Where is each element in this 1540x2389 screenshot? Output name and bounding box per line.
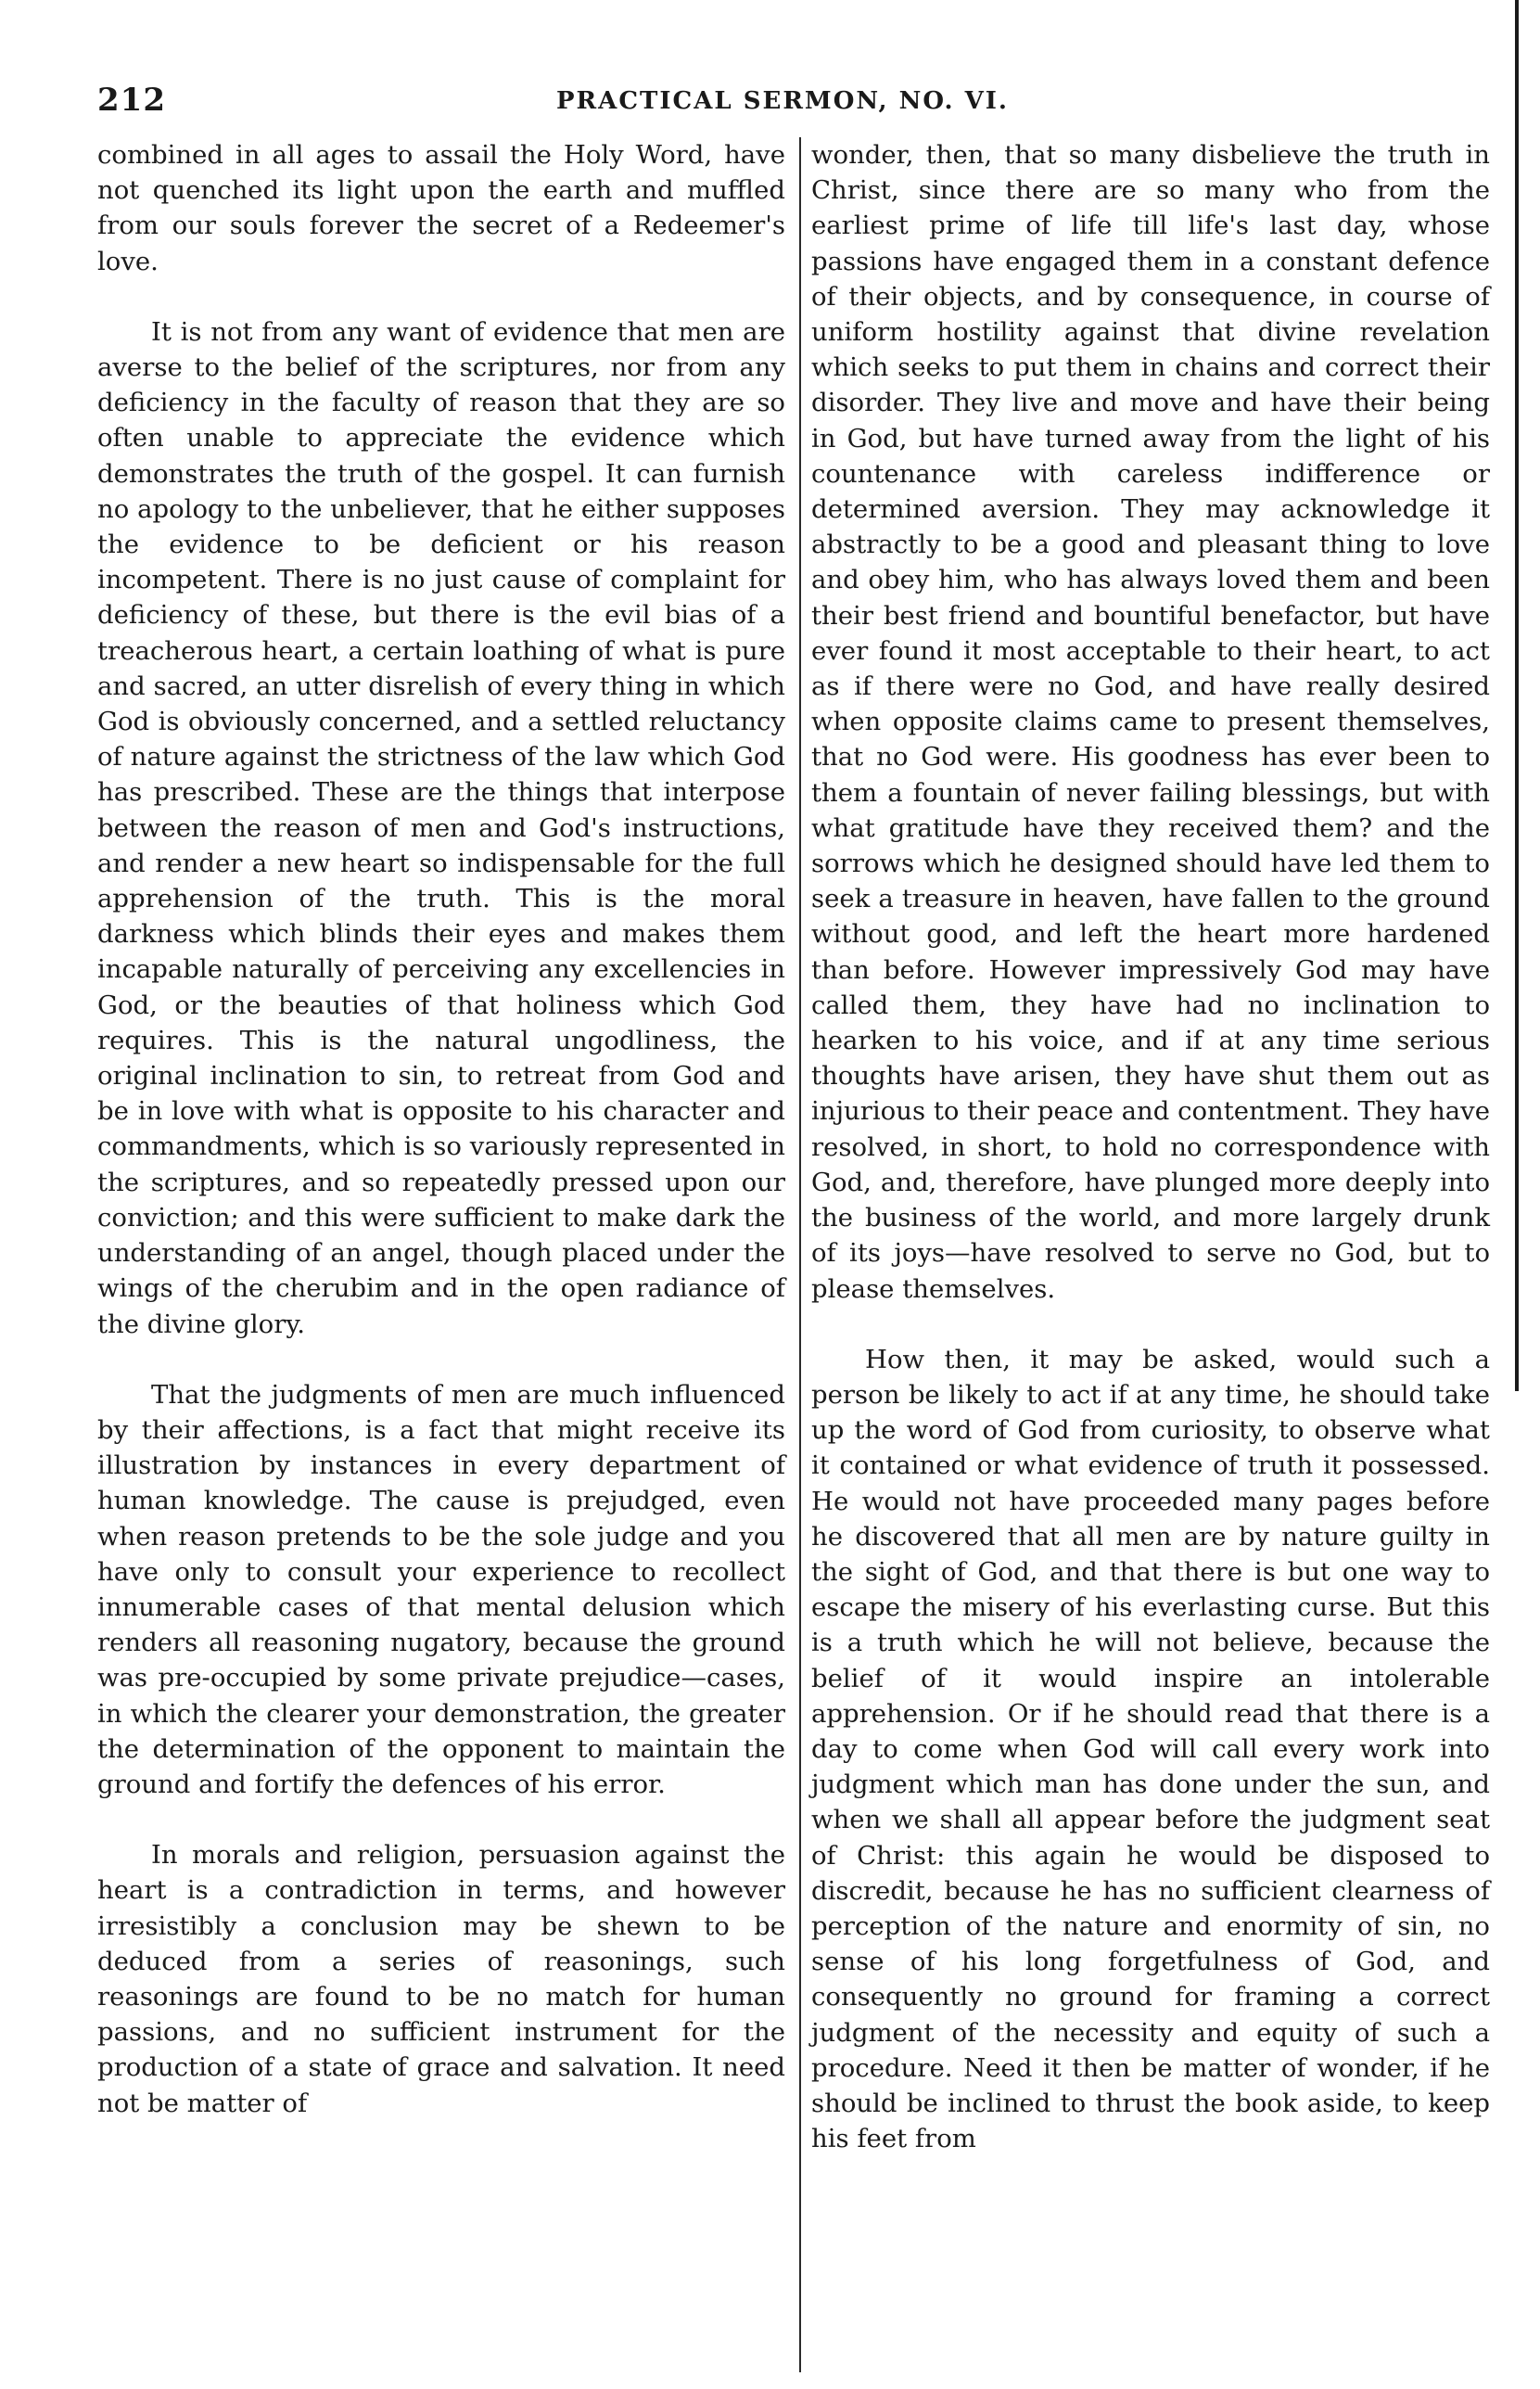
paragraph-right-2: How then, it may be asked, would such a person be likely to act if at any time, he should take up the word of God from curiosity, to observe what it contained or what evidence of truth it possessed. He would not have proceeded many pages before he discovered that all men are by nature guilty in the sight of God, and that there is but one way to escape the misery of his everlasting curse. But this is a truth which he will not believe, because the belief of it would inspire an intolerable apprehension. Or if he should read that there is a day to come when God will call every work into judgment which man has done under the sun, and when we shall all appear before the judgment seat of Christ: this again he would be disposed to discredit, because he has no sufficient clearness of perception of the nature and enormity of sin, no sense of his long forgetfulness of God, and consequently no ground for framing a correct judgment of the necessity and equity of such a procedure. Need it then be matter of wonder, if he should be inclined to thrust the book aside, to keep his feet from (811, 1344, 1490, 2154)
column-divider (799, 137, 801, 2372)
paragraph-left-3: That the judgments of men are much influenced by their affections, is a fact that might receive its illustration by instances in every department of human knowledge. The cause is prejudged, even when reason pretends to be the sole judge and you have only to consult your experience to recollect innumerable cases of that mental delusion which renders all reasoning nugatory, because the ground was pre-occupied by some private prejudice—cases, in which the clearer your demonstration, the greater the determination of the opponent to maintain the ground and fortify the defences of his error. (97, 1379, 785, 1799)
right-column (811, 137, 1490, 2156)
paragraph-left-2: It is not from any want of evidence that men are averse to the belief of the scriptures, nor from any deficiency in the faculty of reason that they are so often unable to appreciate the evidence which demonstrates the truth of the gospel. It can furnish no apology to the unbeliever, that he either supposes the evidence to be deficient or his reason incompetent. There is no just cause of complaint for deficiency of these, but there is the evil bias of a treacherous heart, a certain loathing of what is pure and sacred, an utter disrelish of every thing in which God is obviously concerned, and a settled reluctancy of nature against the strictness of the law which God has prescribed. These are the things that interpose between the reason of men and God's instructions, and render a new heart so indispensable for the full apprehension of the truth. This is the moral darkness which blinds their eyes and makes them incapable naturally of perceiving any excellencies in God, or the beauties of that holiness which God requires. This is the natural ungodliness, the original inclination to sin, to retreat from God and be in love with what is opposite to his character and commandments, which is so variously represented in the scriptures, and so repeatedly pressed upon our conviction; and this were sufficient to make dark the understanding of an angel, though placed under the wings of the cherubim and in the open radiance of the divine glory. (97, 316, 785, 1339)
paragraph-left-1: combined in all ages to assail the Holy Word, have not quenched its light upon the earth and muffled from our souls forever the secret of a Redeemer's love. (97, 140, 785, 276)
running-head: PRACTICAL SERMON, NO. VI. (556, 87, 1009, 115)
left-column (97, 137, 785, 2121)
page-number: 212 (97, 82, 166, 119)
paragraph-left-4: In morals and religion, persuasion against the heart is a contradiction in terms, and however irresistibly a conclusion may be shewn to be deduced from a series of reasonings, such reasonings are found to be no match for human passions, and no sufficient instrument for the production of a state of grace and salvation. It need not be matter of (97, 1840, 785, 2118)
page-edge-line (1515, 0, 1519, 1391)
paragraph-right-1: wonder, then, that so many disbelieve the truth in Christ, since there are so many who from the earliest prime of life till life's last day, whose passions have engaged them in a constant defence of their objects, and by consequence, in course of uniform hostility against that divine revelation which seeks to put them in chains and correct their disorder. They live and move and have their being in God, but have turned away from the light of his countenance with careless indifference or determined aversion. They may acknowledge it abstractly to be a good and pleasant thing to love and obey him, who has always loved them and been their best friend and bountiful benefactor, but have ever found it most acceptable to their heart, to act as if there were no God, and have really desired when opposite claims came to present themselves, that no God were. His goodness has ever been to them a fountain of never failing blessings, but with what gratitude have they received them? and the sorrows which he designed should have led them to seek a treasure in heaven, have fallen to the ground without good, and left the heart more hardened than before. However impressively God may have called them, they have had no inclination to hearken to his voice, and if at any time serious thoughts have arisen, they have shut them out as injurious to their peace and contentment. They have resolved, in short, to hold no correspondence with God, and, therefore, have plunged more deeply into the business of the world, and more largely drunk of its joys—have resolved to serve no God, but to please themselves. (811, 140, 1490, 1304)
